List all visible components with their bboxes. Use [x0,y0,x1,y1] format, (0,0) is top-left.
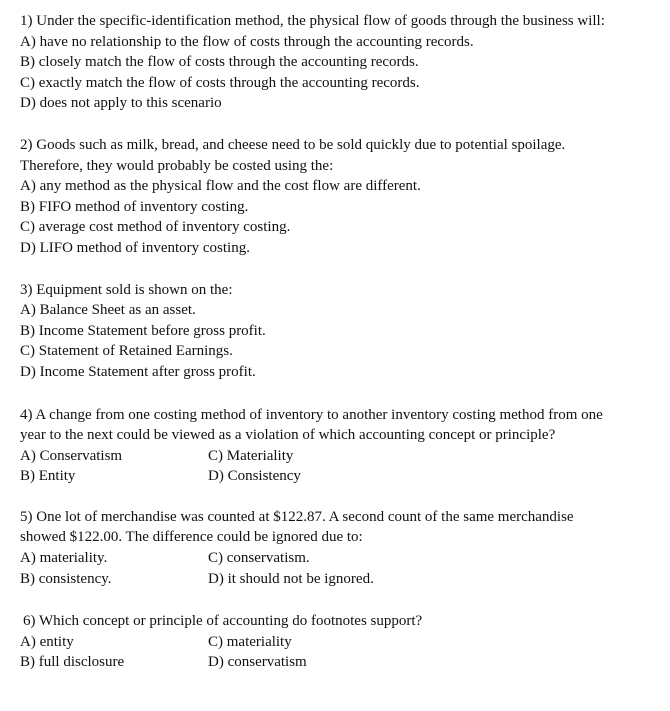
question-4-stem-line-2: year to the next could be viewed as a violation of which accounting concept or principle? [20,427,556,444]
question-5-stem-line-1: 5) One lot of merchandise was counted at $122.87. A second count of the same merchandise [20,508,574,525]
question-1 [20,11,660,114]
question-6-option-a: A) entity [20,633,74,650]
question-2-option-a: A) any method as the physical flow and the cost flow are different. [20,178,421,195]
spacer [20,487,660,507]
spacer [20,259,660,280]
question-1-stem: 1) Under the specific-identification method, the physical flow of goods through the business will: [20,13,605,29]
question-5-option-c: C) conservatism. [208,550,310,567]
question-1-option-a: A) have no relationship to the flow of costs through the accounting records. [20,33,474,50]
question-5-options-row-2 [20,569,660,590]
question-4-option-c: C) Materiality [208,447,294,464]
question-4-options-row-2 [20,466,660,487]
question-2-option-d: D) LIFO method of inventory costing. [20,239,250,256]
spacer [20,383,660,405]
question-3-option-d: D) Income Statement after gross profit. [20,363,256,380]
question-3-option-a: A) Balance Sheet as an asset. [20,302,196,319]
question-4 [20,405,660,487]
question-3-option-c: C) Statement of Retained Earnings. [20,343,233,360]
quiz-document [20,11,660,673]
question-3-option-b: B) Income Statement before gross profit. [20,322,266,339]
question-5-option-a: A) materiality. [20,550,108,567]
question-6-options-row-1 [20,632,660,653]
question-5-stem-line-2: showed $122.00. The difference could be ignored due to: [20,529,363,546]
question-5 [20,507,660,589]
question-1-option-d: D) does not apply to this scenario [20,95,222,112]
question-6-option-d: D) conservatism [208,654,307,671]
question-6-options-row-2 [20,652,660,673]
question-4-options-row-1 [20,446,660,467]
question-1-option-b: B) closely match the flow of costs through the accounting records. [20,54,419,71]
question-2-stem-line-2: Therefore, they would probably be costed using the: [20,157,334,174]
question-4-option-b: B) Entity [20,468,76,485]
question-6-option-c: C) materiality [208,633,292,650]
spacer [20,589,660,611]
question-2-stem-line-1: 2) Goods such as milk, bread, and cheese need to be sold quickly due to potential spoilage. [20,136,566,153]
question-4-option-d: D) Consistency [208,468,301,485]
question-2-option-b: B) FIFO method of inventory costing. [20,198,249,215]
question-1-option-c: C) exactly match the flow of costs through the accounting records. [20,74,420,91]
question-5-option-d: D) it should not be ignored. [208,570,374,587]
question-6 [20,611,660,673]
question-3 [20,280,660,383]
question-2 [20,135,660,259]
question-4-option-a: A) Conservatism [20,447,123,464]
question-5-options-row-1 [20,548,660,569]
question-6-stem: 6) Which concept or principle of accounting do footnotes support? [23,613,423,630]
question-6-option-b: B) full disclosure [20,654,125,671]
question-5-option-b: B) consistency. [20,570,112,587]
spacer [20,114,660,135]
question-2-option-c: C) average cost method of inventory costing. [20,219,291,236]
question-3-stem: 3) Equipment sold is shown on the: [20,281,233,298]
question-4-stem-line-1: 4) A change from one costing method of inventory to another inventory costing method from one [20,406,603,423]
